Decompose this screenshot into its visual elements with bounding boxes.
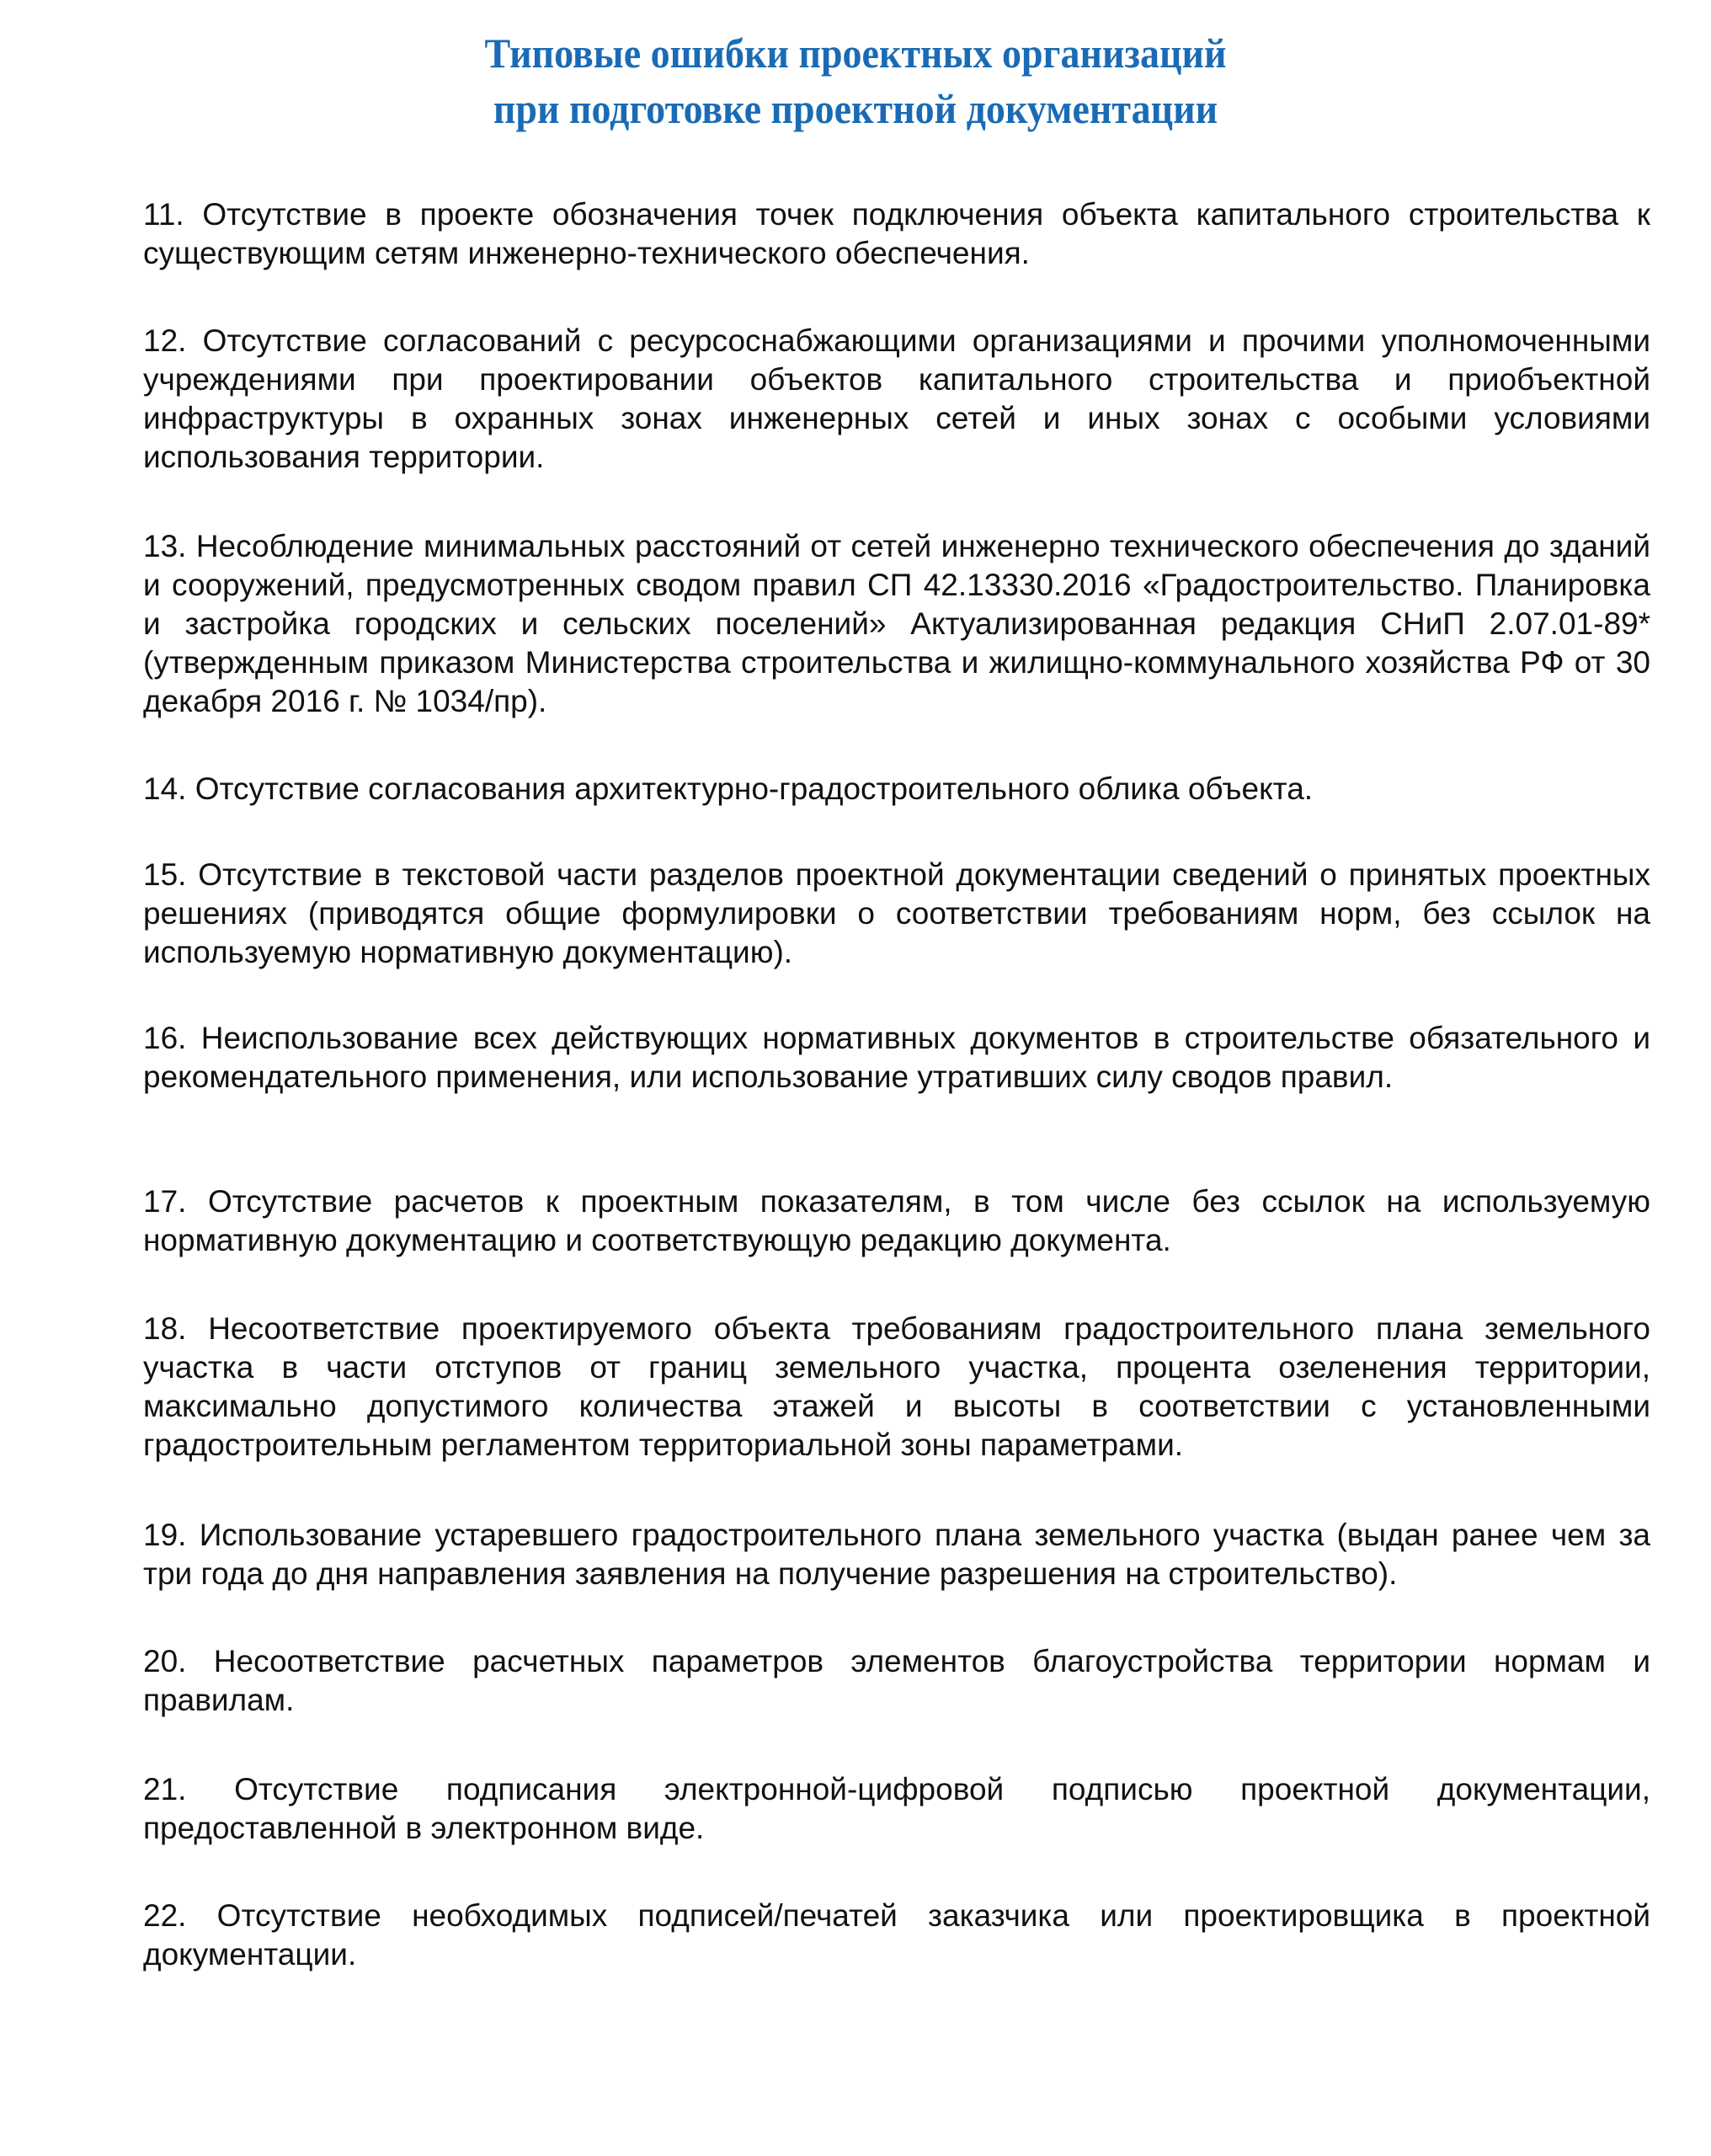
list-item-22: 22. Отсутствие необходимых подписей/печатей заказчика или проектировщика в проектной документации. <box>143 1898 1650 1972</box>
list-item-21: 21. Отсутствие подписания электронной-цифровой подписью проектной документации, предоставленной в электронном виде. <box>143 1772 1650 1845</box>
title-line-1: Типовые ошибки проектных организаций <box>484 29 1227 77</box>
list-item-14: 14. Отсутствие согласования архитектурно-градостроительного облика объекта. <box>143 771 1314 806</box>
list-item-16: 16. Неиспользование всех действующих нормативных документов в строительстве обязательного и рекомендательного применения, или использование утративших силу сводов правил. <box>143 1021 1650 1094</box>
list-item-19: 19. Использование устаревшего градостроительного плана земельного участка (выдан ранее чем за три года до дня направления заявления на получение разрешения на строительство). <box>143 1518 1650 1591</box>
list-item-12: 12. Отсутствие согласований с ресурсоснабжающими организациями и прочими уполномоченными учреждениями при проектировании объектов капитального строительства и приобъектной инфраструктуры в охранных зонах инженерных сетей и иных зонах с особыми условиями использования территории. <box>143 323 1650 474</box>
list-item-11: 11. Отсутствие в проекте обозначения точек подключения объекта капитального строительства к существующим сетям инженерно-технического обеспечения. <box>143 197 1650 270</box>
list-item-18: 18. Несоответствие проектируемого объекта требованиям градостроительного плана земельного участка в части отступов от границ земельного участка, процента озеленения территории, максимально допустимого количества этажей и высоты в соответствии с установленными градостроительным регламентом территориальной зоны параметрами. <box>143 1311 1650 1462</box>
list-item-17: 17. Отсутствие расчетов к проектным показателям, в том числе без ссылок на используемую нормативную документацию и соответствующую редакцию документа. <box>143 1184 1650 1257</box>
list-item-15: 15. Отсутствие в текстовой части разделов проектной документации сведений о принятых проектных решениях (приводятся общие формулировки о соответствии требованиям норм, без ссылок на используемую нормативную документацию). <box>143 857 1650 969</box>
title-line-2: при подготовке проектной документации <box>493 85 1218 132</box>
list-item-20: 20. Несоответствие расчетных параметров элементов благоустройства территории нормам и правилам. <box>143 1644 1650 1717</box>
list-item-13: 13. Несоблюдение минимальных расстояний от сетей инженерно технического обеспечения до зданий и сооружений, предусмотренных сводом правил СП 42.13330.2016 «Градостроительство. Планировка и застройка городских и сельских поселений» Актуализированная редакция СНиП 2.07.01-89* (утвержденным приказом Министерства строительства и жилищно-коммунального хозяйства РФ от 30 декабря 2016 г. № 1034/пр). <box>143 529 1650 718</box>
document-title <box>0 25 1711 136</box>
